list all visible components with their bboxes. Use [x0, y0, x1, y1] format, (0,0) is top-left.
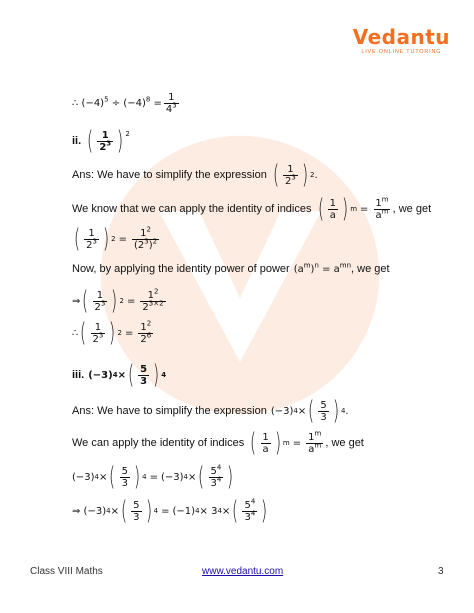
identity-text-2: We can apply the identity of indices [72, 437, 245, 449]
identity-text-1: We know that we can apply the identity of indices [72, 203, 312, 215]
question-ii: ii. ( $\frac{1}{2^3}$ ) 2 [72, 126, 130, 156]
question-ii-label: ii. [72, 135, 82, 147]
power-text: Now, by applying the identity power of power [72, 263, 290, 275]
power-of-power-line: Now, by applying the identity power of power $(a^m)^n = a^{mn}$ , we get [72, 261, 390, 275]
step-5: ⇒ (−3) 4 × ( $\frac{5}{3}$ ) 4 = (−1) 4 × 3 4 × ( $\frac{5^4}{3^4}$ ) [72, 496, 268, 526]
footer-link-wrap [202, 566, 283, 577]
footer-website-link[interactable]: www.vedantu.com [202, 566, 284, 577]
footer-page-number: 3 [438, 566, 444, 577]
identity-line-2: We can apply the identity of indices ( $\frac{1}{a}$ ) m = $\frac{1^m}{a^m}$ , we get [72, 428, 364, 458]
step-1: ( $\frac{1}{2^3}$ ) 2 = $\frac{1^2}{(2^3)^2}$ [74, 224, 158, 254]
step-2: ⇒ ( $\frac{1}{2^3}$ ) 2 = $\frac{1^2}{2^{3\times 2}}$ [72, 286, 164, 316]
step-4: (−3) 4 × ( $\frac{5}{3}$ ) 4 = (−3) 4 × ( $\frac{5^4}{3^4}$ ) [72, 462, 234, 492]
brand-tagline: LIVE ONLINE TUTORING [361, 49, 442, 55]
footer-class: Class VIII Maths [30, 566, 103, 577]
answer-ii-text: Ans: We have to simplify the expression [72, 169, 267, 181]
answer-iii-intro: Ans: We have to simplify the expression (−3) 4 × ( $\frac{5}{3}$ ) 4 . [72, 396, 349, 426]
we-get-2: , we get [351, 263, 390, 275]
brand-name: Vedantu [352, 25, 450, 49]
we-get-1: , we get [392, 203, 432, 215]
step-3: ∴ ( $\frac{1}{2^3}$ ) 2 = $\frac{1^2}{2^6}$ [72, 318, 152, 348]
identity-line-1: We know that we can apply the identity of indices ( $\frac{1}{a}$ ) m = $\frac{1^m}{a^m}$ , we get [72, 194, 432, 224]
answer-ii-intro: Ans: We have to simplify the expression ( $\frac{1}{2^3}$ ) 2 . [72, 160, 318, 190]
answer-iii-text: Ans: We have to simplify the expression [72, 405, 267, 417]
line-conclusion-1: ∴ $(-4)^5 \div (-4)^8$ = $\frac{1}{4^3}$ [72, 92, 177, 115]
we-get-3: , we get [325, 437, 364, 449]
vedantu-logo[interactable] [353, 26, 450, 55]
question-iii-label: iii. [72, 369, 85, 381]
question-iii: iii. (−3) 4 × ( $\frac{5}{3}$ ) 4 [72, 360, 167, 390]
